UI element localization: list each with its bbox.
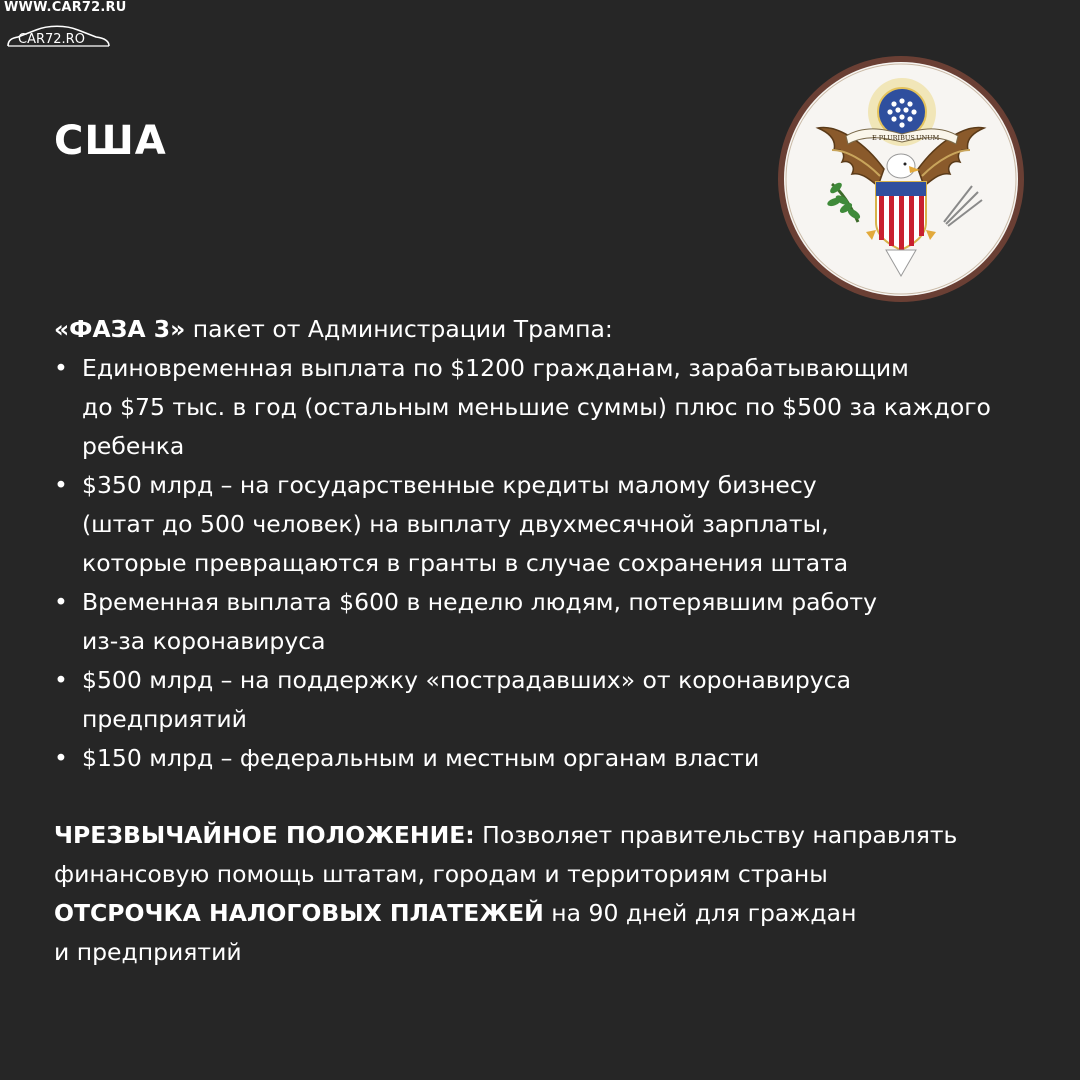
footer-notes: [54, 816, 1044, 972]
list-item: [54, 466, 1044, 583]
list-item-line: из-за коронавируса: [82, 627, 326, 655]
list-item-line: (штат до 500 человек) на выплату двухмесячной зарплаты,: [82, 510, 829, 538]
list-item-line: ребенка: [82, 432, 185, 460]
tax-text-2: и предприятий: [54, 938, 242, 966]
car-logo: [4, 18, 114, 52]
phase3-intro-text: пакет от Администрации Трампа:: [185, 315, 613, 343]
watermark: [4, 0, 204, 60]
list-item: [54, 661, 1044, 739]
list-item-line: до $75 тыс. в год (остальным меньшие суммы) плюс по $500 за каждого: [82, 393, 991, 421]
list-item: [54, 583, 1044, 661]
emergency-text-2: финансовую помощь штатам, городам и территориям страны: [54, 860, 828, 888]
phase3-measures-list: [54, 349, 1044, 778]
main-content: [54, 310, 1044, 972]
svg-text:E PLURIBUS: E PLURIBUS: [872, 134, 915, 142]
tax-label: ОТСРОЧКА НАЛОГОВЫХ ПЛАТЕЖЕЙ: [54, 899, 544, 927]
phase3-intro: [54, 310, 1044, 349]
list-item-line: • $350 млрд – на государственные кредиты малому бизнесу: [82, 471, 817, 499]
list-item-line: • $500 млрд – на поддержку «пострадавших» от коронавируса: [82, 666, 851, 694]
emergency-label: ЧРЕЗВЫЧАЙНОЕ ПОЛОЖЕНИЕ:: [54, 821, 475, 849]
list-item-line: • Единовременная выплата по $1200 гражданам, зарабатывающим: [82, 354, 909, 382]
list-item: [54, 739, 1044, 778]
svg-text:UNUM: UNUM: [916, 134, 940, 142]
tax-text-1: на 90 дней для граждан: [543, 899, 857, 927]
list-item-line: • $150 млрд – федеральным и местным органам власти: [82, 744, 760, 772]
list-item-line: • Временная выплата $600 в неделю людям, потерявшим работу: [82, 588, 877, 616]
watermark-url: WWW.CAR72.RU: [4, 0, 127, 15]
great-seal-of-usa-icon: [776, 54, 1026, 304]
list-item-line: которые превращаются в гранты в случае сохранения штата: [82, 549, 849, 577]
logo-text: CAR72.RO: [18, 32, 85, 47]
page-title: США: [54, 118, 167, 164]
phase3-label: «ФАЗА 3»: [54, 315, 186, 343]
list-item-line: предприятий: [82, 705, 247, 733]
list-item: [54, 349, 1044, 466]
emergency-note: [54, 816, 1044, 855]
tax-note: [54, 894, 1044, 933]
emergency-text-1: Позволяет правительству направлять: [474, 821, 958, 849]
